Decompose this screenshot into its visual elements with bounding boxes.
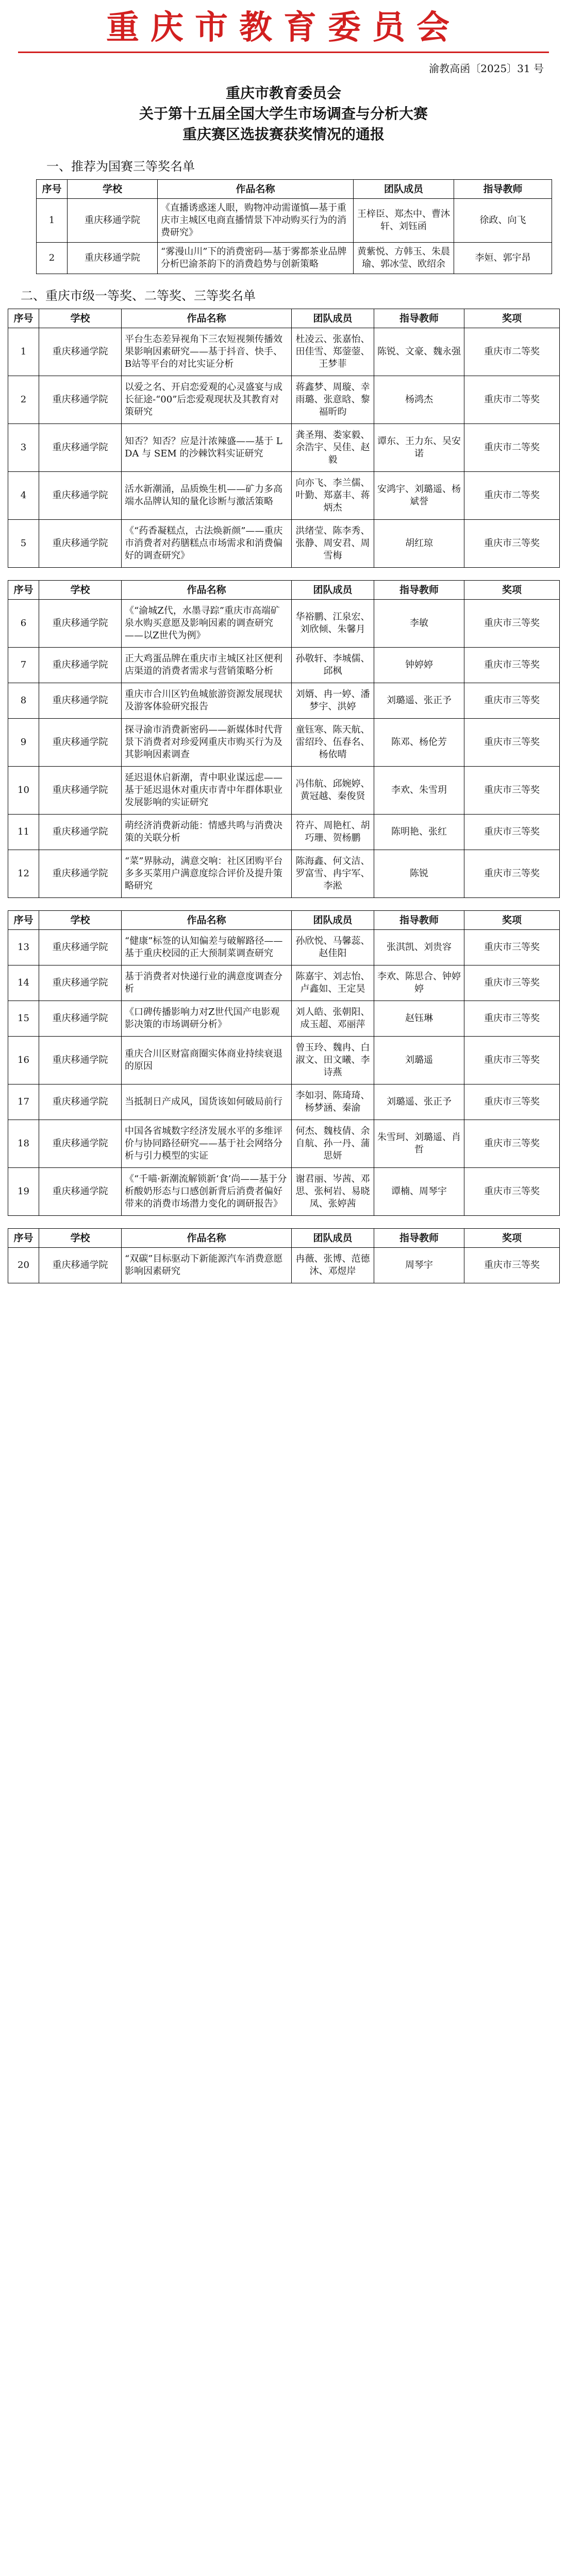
cell-school: 重庆移通学院 [39,719,122,767]
cell-award: 重庆市三等奖 [464,520,560,568]
cell-index: 3 [8,424,39,472]
cell-award: 重庆市二等奖 [464,472,560,520]
cell-advisors: 徐政、向飞 [454,199,552,243]
cell-members: 杜凌云、张嘉怡、田佳雪、郑蓥蓥、王梦菲 [292,328,374,376]
table-header-row [8,581,560,600]
table-row [8,767,560,815]
cell-index: 4 [8,472,39,520]
cell-members: 向亦飞、李兰儒、叶勤、郑嘉丰、蒋炳杰 [292,472,374,520]
municipal-award-table [8,580,560,898]
col-header-members: 团队成员 [292,309,374,328]
table-row [8,328,560,376]
cell-school: 重庆移通学院 [39,1120,122,1168]
cell-advisors: 李姮、郭宇昂 [454,243,552,274]
table-row [8,376,560,424]
cell-work: 《“千喵·新潮流解锁新‘食’尚——基于分析酸奶形态与口感创新背后消费者偏好带来的消费市场潜力变化的调研报告》 [122,1168,292,1216]
cell-index: 5 [8,520,39,568]
col-header-advisors: 指导教师 [454,180,552,199]
cell-index: 9 [8,719,39,767]
cell-members: 王梓臣、郑杰中、曹沐轩、刘钰函 [354,199,454,243]
municipal-award-table [8,309,560,568]
table-header-row [8,1229,560,1248]
col-header-work: 作品名称 [122,309,292,328]
col-header-award: 奖项 [464,911,560,930]
cell-index: 1 [8,328,39,376]
cell-award: 重庆市三等奖 [464,600,560,648]
cell-school: 重庆移通学院 [39,1168,122,1216]
col-header-school: 学校 [39,1229,122,1248]
col-header-award: 奖项 [464,309,560,328]
cell-members: 童钰寒、陈天航、雷绍玲、伍春名、杨依晴 [292,719,374,767]
col-header-index: 序号 [8,581,39,600]
cell-members: 陈海鑫、何文洁、罗富雪、冉宇军、李淞 [292,850,374,898]
cell-school: 重庆移通学院 [39,1001,122,1037]
cell-index: 6 [8,600,39,648]
cell-index: 18 [8,1120,39,1168]
cell-advisors: 陈邓、杨伦芳 [374,719,464,767]
cell-members: 刘人皓、张朝阳、成玉超、邓丽萍 [292,1001,374,1037]
col-header-index: 序号 [8,911,39,930]
cell-members: 黄紫悦、方韩玉、朱晨瑜、郭冰莹、欧绍余 [354,243,454,274]
table-row [8,1120,560,1168]
col-header-work: 作品名称 [122,1229,292,1248]
cell-award: 重庆市三等奖 [464,719,560,767]
notice-page [0,0,567,1283]
cell-school: 重庆移通学院 [39,520,122,568]
col-header-members: 团队成员 [292,1229,374,1248]
cell-members: 刘婿、冉一婷、潘梦宇、洪婷 [292,683,374,719]
table-row [8,520,560,568]
col-header-members: 团队成员 [292,911,374,930]
cell-work: 《“药香凝糕点，古法焕新颜”——重庆市消费者对药膳糕点市场需求和消费偏好的调查研究》 [122,520,292,568]
page-gap [0,568,567,580]
cell-members: 孙欣悦、马馨蕊、赵佳阳 [292,930,374,965]
cell-members: 冉薇、张博、范德沐、邓煜岸 [292,1248,374,1283]
cell-school: 重庆移通学院 [39,376,122,424]
cell-advisors: 刘璐遥、张正予 [374,1084,464,1120]
table-row [8,424,560,472]
cell-work: 《口碑传播影响力对Z世代国产电影观影决策的市场调研分析》 [122,1001,292,1037]
notice-title-line-3: 重庆赛区选拔赛获奖情况的通报 [182,126,385,143]
col-header-index: 序号 [8,309,39,328]
cell-members: 龚圣翔、娄家毅、余浩宇、吴佳、赵毅 [292,424,374,472]
cell-school: 重庆移通学院 [39,328,122,376]
cell-work: “雾漫山川”下的消费密码—基于雾都茶业品牌分析巴渝茶韵下的消费趋势与创新策略 [158,243,354,274]
municipal-award-table [8,1228,560,1283]
table-row [8,1248,560,1283]
cell-work: 基于消费者对快递行业的满意度调查分析 [122,965,292,1001]
cell-work: 中国各省城数字经济发展水平的多维评价与协同路径研究——基于社会网络分析与引力模型的实证 [122,1120,292,1168]
col-header-award: 奖项 [464,1229,560,1248]
cell-advisors: 陈明艳、张红 [374,815,464,850]
col-header-advisors: 指导教师 [374,309,464,328]
col-header-work: 作品名称 [122,911,292,930]
col-header-members: 团队成员 [354,180,454,199]
col-header-work: 作品名称 [122,581,292,600]
col-header-index: 序号 [37,180,68,199]
cell-school: 重庆移通学院 [68,199,158,243]
cell-award: 重庆市二等奖 [464,376,560,424]
section-2-heading: 二、重庆市级一等奖、二等奖、三等奖名单 [21,289,256,303]
cell-award: 重庆市三等奖 [464,815,560,850]
cell-advisors: 陈锐 [374,850,464,898]
cell-advisors: 陈锐、文豪、魏永强 [374,328,464,376]
cell-work: 正大鸡蛋品牌在重庆市主城区社区便利店渠道的消费者需求与营销策略分析 [122,648,292,683]
cell-award: 重庆市三等奖 [464,1001,560,1037]
table-row [8,930,560,965]
table-row [8,719,560,767]
cell-members: 冯伟航、邱婉婷、黄冠越、秦俊贤 [292,767,374,815]
municipal-award-table [8,910,560,1216]
table-row [8,600,560,648]
cell-school: 重庆移通学院 [39,1037,122,1084]
cell-award: 重庆市二等奖 [464,328,560,376]
cell-members: 蒋鑫梦、周璇、幸雨璐、张意晗、黎福昕昀 [292,376,374,424]
cell-advisors: 张淇凯、刘贵容 [374,930,464,965]
cell-work: 延迟退休启新潮，青中职业谋远虑——基于延迟退休对重庆市青中年群体职业发展影响的实证研究 [122,767,292,815]
table-header-row [8,309,560,328]
cell-index: 2 [37,243,68,274]
cell-work: 重庆市合川区钓鱼城旅游资源发展现状及游客体验研究报告 [122,683,292,719]
cell-advisors: 胡红琼 [374,520,464,568]
table-row [37,199,552,243]
cell-members: 曾玉玲、魏冉、白淑文、田文曦、李诗燕 [292,1037,374,1084]
cell-school: 重庆移通学院 [39,683,122,719]
cell-index: 12 [8,850,39,898]
cell-members: 孙敬轩、李城儒、邱枫 [292,648,374,683]
notice-title-line-2: 关于第十五届全国大学生市场调查与分析大赛 [139,105,428,122]
cell-index: 1 [37,199,68,243]
table-row [8,683,560,719]
cell-award: 重庆市三等奖 [464,767,560,815]
cell-index: 14 [8,965,39,1001]
col-header-advisors: 指导教师 [374,1229,464,1248]
cell-school: 重庆移通学院 [39,850,122,898]
cell-advisors: 朱雪珂、刘璐遥、肖哲 [374,1120,464,1168]
cell-work: “双碳”目标驱动下新能源汽车消费意愿影响因素研究 [122,1248,292,1283]
cell-school: 重庆移通学院 [39,1248,122,1283]
cell-advisors: 刘璐遥 [374,1037,464,1084]
table-row [8,472,560,520]
cell-index: 11 [8,815,39,850]
cell-award: 重庆市三等奖 [464,648,560,683]
cell-work: “健康”标签的认知偏差与破解路径——基于重庆校园的正大预制菜调查研究 [122,930,292,965]
cell-advisors: 李欢、朱雪玥 [374,767,464,815]
cell-work: 平台生态差异视角下三农短视频传播效果影响因素研究——基于抖音、快手、B站等平台的对比实证分析 [122,328,292,376]
cell-index: 15 [8,1001,39,1037]
cell-advisors: 李敏 [374,600,464,648]
col-header-members: 团队成员 [292,581,374,600]
cell-award: 重庆市三等奖 [464,930,560,965]
table-row [8,965,560,1001]
section-1-heading: 一、推荐为国赛三等奖名单 [46,159,195,174]
cell-school: 重庆移通学院 [39,1084,122,1120]
cell-advisors: 周琴宇 [374,1248,464,1283]
col-header-school: 学校 [39,309,122,328]
col-header-school: 学校 [39,911,122,930]
cell-members: 华裕鹏、江泉宏、刘欣倾、朱馨月 [292,600,374,648]
table-row [8,648,560,683]
notice-title [0,83,567,145]
cell-index: 19 [8,1168,39,1216]
cell-index: 20 [8,1248,39,1283]
cell-award: 重庆市三等奖 [464,1084,560,1120]
header-rule [18,52,549,53]
cell-advisors: 李欢、陈思合、钟婷婷 [374,965,464,1001]
cell-members: 何杰、魏枝倩、余自航、孙一丹、蒲思妍 [292,1120,374,1168]
cell-index: 16 [8,1037,39,1084]
cell-school: 重庆移通学院 [39,767,122,815]
cell-advisors: 刘璐遥、张正予 [374,683,464,719]
cell-award: 重庆市三等奖 [464,850,560,898]
cell-advisors: 杨鸿杰 [374,376,464,424]
cell-award: 重庆市三等奖 [464,1248,560,1283]
cell-school: 重庆移通学院 [39,600,122,648]
col-header-advisors: 指导教师 [374,581,464,600]
cell-work: 知否？知否？应是汁浓辣盛——基于 LDA 与 SEM 的沙棘饮料实证研究 [122,424,292,472]
municipal-award-tables [0,309,567,1283]
table-header-row [37,180,552,199]
cell-index: 17 [8,1084,39,1120]
cell-members: 陈嘉宇、刘志怡、卢鑫如、王定昊 [292,965,374,1001]
cell-school: 重庆移通学院 [39,930,122,965]
cell-index: 7 [8,648,39,683]
national-recommendation-table [36,179,552,274]
col-header-work: 作品名称 [158,180,354,199]
cell-award: 重庆市二等奖 [464,424,560,472]
cell-index: 13 [8,930,39,965]
table-row [8,1084,560,1120]
doc-number: 渝教高函〔2025〕31 号 [429,62,544,75]
cell-advisors: 谭东、王力东、吴安诺 [374,424,464,472]
cell-index: 10 [8,767,39,815]
cell-index: 8 [8,683,39,719]
cell-school: 重庆移通学院 [68,243,158,274]
page-gap [0,898,567,910]
col-header-school: 学校 [39,581,122,600]
cell-members: 谢君丽、岑茜、邓思、张柯岩、易晓凤、张婷茜 [292,1168,374,1216]
table-row [8,815,560,850]
cell-school: 重庆移通学院 [39,815,122,850]
page-gap [0,1216,567,1228]
cell-work: 萌经济消费新动能：情感共鸣与消费决策的关联分析 [122,815,292,850]
cell-award: 重庆市三等奖 [464,965,560,1001]
cell-advisors: 谭楠、周琴宇 [374,1168,464,1216]
cell-members: 李如羽、陈琦琦、杨梦涵、秦渝 [292,1084,374,1120]
table-row [8,850,560,898]
cell-work: 探寻渝市消费新密码——新媒体时代背景下消费者对珍爱网重庆市购买行为及其影响因素调查 [122,719,292,767]
col-header-award: 奖项 [464,581,560,600]
cell-school: 重庆移通学院 [39,965,122,1001]
cell-work: 《“渝城Z代，水墨寻踪”重庆市高端矿泉水购买意愿及影响因素的调查研究——以Z世代为例》 [122,600,292,648]
cell-members: 洪绪莹、陈李秀、张静、周安君、周雪梅 [292,520,374,568]
cell-work: “菜”界脉动，满意交响：社区团购平台多多买菜用户满意度综合评价及提升策略研究 [122,850,292,898]
cell-work: 以爱之名、开启恋爱观的心灵盛宴与成长征途-“00”后恋爱观现状及其教育对策研究 [122,376,292,424]
cell-award: 重庆市三等奖 [464,1037,560,1084]
table-row [8,1168,560,1216]
cell-members: 符卉、周艳杠、胡巧珊、贺杨鹏 [292,815,374,850]
table-header-row [8,911,560,930]
cell-school: 重庆移通学院 [39,648,122,683]
cell-school: 重庆移通学院 [39,472,122,520]
col-header-school: 学校 [68,180,158,199]
cell-work: 重庆合川区财富商圈实体商业持续衰退的原因 [122,1037,292,1084]
table-row [8,1037,560,1084]
cell-award: 重庆市三等奖 [464,1168,560,1216]
table-row [8,1001,560,1037]
cell-award: 重庆市三等奖 [464,1120,560,1168]
cell-advisors: 安鸿宇、刘璐遥、杨斌誉 [374,472,464,520]
cell-advisors: 钟婷婷 [374,648,464,683]
notice-title-line-1: 重庆市教育委员会 [225,84,341,101]
cell-index: 2 [8,376,39,424]
cell-work: 活水新潮涌，品质焕生机——矿力多高端水品牌认知的量化诊断与激活策略 [122,472,292,520]
cell-work: 《直播诱惑迷人眼，购物冲动需谨慎—基于重庆市主城区电商直播情景下冲动购买行为的消费研究》 [158,199,354,243]
table-row [37,243,552,274]
col-header-advisors: 指导教师 [374,911,464,930]
cell-school: 重庆移通学院 [39,424,122,472]
cell-work: 当抵制日产成风，国货该如何破局前行 [122,1084,292,1120]
cell-advisors: 赵钰琳 [374,1001,464,1037]
letterhead [0,0,567,53]
col-header-index: 序号 [8,1229,39,1248]
org-title: 重庆市教育委员会 [106,8,461,47]
cell-award: 重庆市三等奖 [464,683,560,719]
